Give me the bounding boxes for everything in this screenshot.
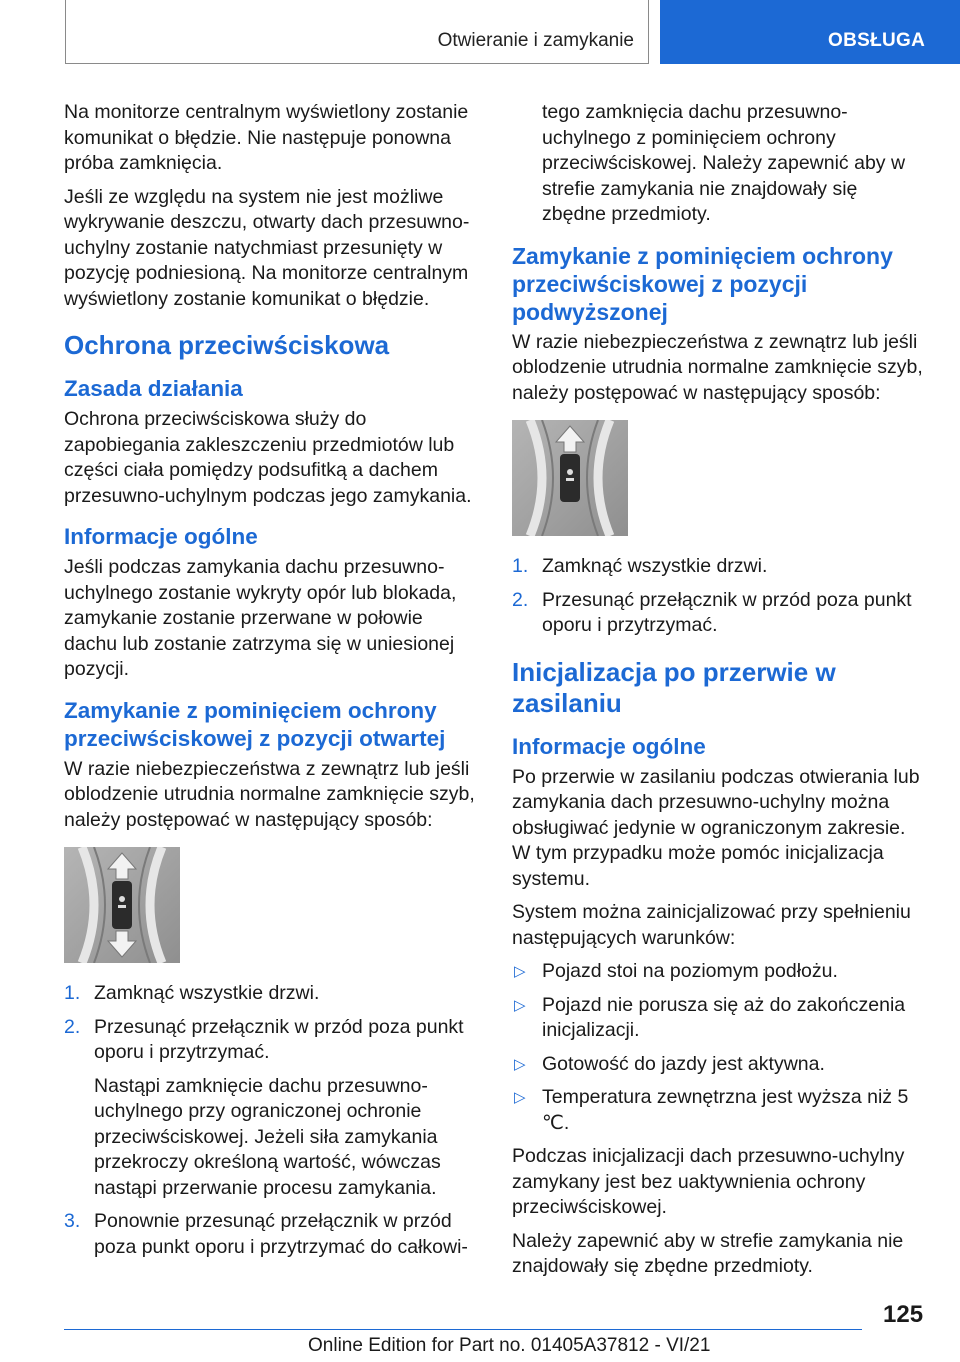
right-column [512,100,924,1288]
paragraph: Jeśli ze względu na system nie jest możliwe wykrywanie deszczu, otwarty dach przesuwno-uchylny zostanie natychmiast przesunięty w pozycję podniesioną. Na monitorze centralnym wyświetlony zostanie komunikat o błędzie. [64,185,470,310]
condition-text: Temperatura zewnętrzna jest wyższa niż 5 ℃. [542,1086,909,1134]
step-number: 1. [512,555,529,577]
paragraph: Należy zapewnić aby w strefie zamykania nie znajdowały się zbędne przedmioty. [512,1229,904,1277]
list-item [512,1085,924,1136]
subsection-heading: Informacje ogólne [512,733,706,759]
step-text: Zamknąć wszystkie drzwi. [94,982,320,1004]
steps-list-open [64,981,476,1260]
header-chapter-label: OBSŁUGA [828,30,926,51]
paragraph: System można zainicjalizować przy spełnieniu następujących warunków: [512,901,911,949]
paragraph: tego zamknięcia dachu przesuwno-uchylnego z pominięciem ochrony przeciwściskowej. Należy zapewnić aby w strefie zamykania nie znajdowały się zbędne przedmioty. [542,101,906,225]
condition-text: Pojazd stoi na poziomym podłożu. [542,960,838,982]
triangle-bullet-icon: ▷ [514,1089,526,1106]
conditions-list [512,959,924,1136]
step-text: Ponownie przesunąć przełącznik w przód poza punkt oporu i przytrzymać do całkowi- [94,1210,468,1258]
paragraph: W razie niebezpieczeństwa z zewnątrz lub jeśli oblodzenie utrudnia normalne zamknięcie szyb, należy postępować w następujący sposób: [512,330,923,404]
header-chapter-tab [660,0,960,64]
section-heading: Ochrona przeciwściskowa [64,330,390,360]
list-item [64,1074,476,1202]
step-text: Zamknąć wszystkie drzwi. [542,555,768,577]
step-number: 2. [512,588,529,611]
list-item [64,1209,476,1260]
condition-text: Gotowość do jazdy jest aktywna. [542,1052,825,1075]
page-number: 125 [883,1301,924,1328]
step-text: Przesunąć przełącznik w przód poza punkt oporu i przytrzymać. [542,588,912,636]
header-section-box [65,0,649,64]
paragraph: Podczas inicjalizacji dach przesuwno-uchylny zamykany jest bez uaktywnienia ochrony przeciwściskowej. [512,1145,905,1218]
list-item [64,1015,476,1066]
paragraph: W tym przypadku może pomóc inicjalizacja systemu. [512,842,884,890]
list-item [64,981,476,1007]
step-text: Przesunąć przełącznik w przód poza punkt oporu i przytrzymać. [94,1015,464,1063]
section-heading: Inicjalizacja po przerwie w zasilaniu [512,656,836,718]
list-item [512,588,924,639]
footer-divider [64,1329,862,1330]
step-text: Nastąpi zamknięcie dachu przesuwno-uchylnego przy ograniczonej ochronie przeciwściskowej. Jeżeli siła zamykania przekroczy określoną wartość, wówczas nastąpi przerwanie procesu zamykania. [94,1074,441,1199]
paragraph: Ochrona przeciwściskowa służy do zapobiegania zakleszczeniu przedmiotów lub części ciała pomiędzy podsufitką a dachem przesuwno-uchylnym podczas jego zamykania. [64,408,472,507]
list-item [512,993,924,1044]
roof-switch-image [64,847,180,963]
triangle-bullet-icon: ▷ [514,1055,526,1073]
list-item [512,959,924,985]
subsection-heading: Zasada działania [64,376,243,401]
step-number: 3. [64,1210,81,1232]
step-number: 2. [64,1015,81,1038]
paragraph: Na monitorze centralnym wyświetlony zostanie komunikat o błędzie. Nie następuje ponowna próba zamknięcia. [64,101,469,174]
roof-switch-image [512,420,628,536]
paragraph: Po przerwie w zasilaniu podczas otwierania lub zamykania dach przesuwno-uchylny można obsługiwać jedynie w ograniczonym zakresie. [512,765,920,839]
list-item [512,554,924,580]
page-header [0,0,960,66]
header-section-title: Otwieranie i zamykanie [437,30,634,51]
condition-text: Pojazd nie porusza się aż do zakończenia inicjalizacji. [542,993,906,1041]
steps-list-raised [512,554,924,639]
subsection-heading: Informacje ogólne [64,524,258,549]
footer-edition: Online Edition for Part no. 01405A37812 - VI/21 [308,1335,711,1356]
paragraph: W razie niebezpieczeństwa z zewnątrz lub jeśli oblodzenie utrudnia normalne zamknięcie szyb, należy postępować w następujący sposób: [64,757,475,831]
subsection-heading: Zamykanie z pominięciem ochrony przeciwściskowej z pozycji podwyższonej [512,242,893,325]
left-column [64,100,476,1268]
triangle-bullet-icon: ▷ [514,963,526,980]
paragraph: Jeśli podczas zamykania dachu przesuwno-uchylnego zostanie wykryty opór lub blokada, zamykanie zostanie przerwane w połowie dachu lub zostanie zatrzyma się w uniesionej pozycji. [64,556,457,680]
list-item [512,1052,924,1078]
triangle-bullet-icon: ▷ [514,996,526,1014]
subsection-heading: Zamykanie z pominięciem ochrony przeciwściskowej z pozycji otwartej [64,697,446,751]
step-number: 1. [64,982,81,1004]
